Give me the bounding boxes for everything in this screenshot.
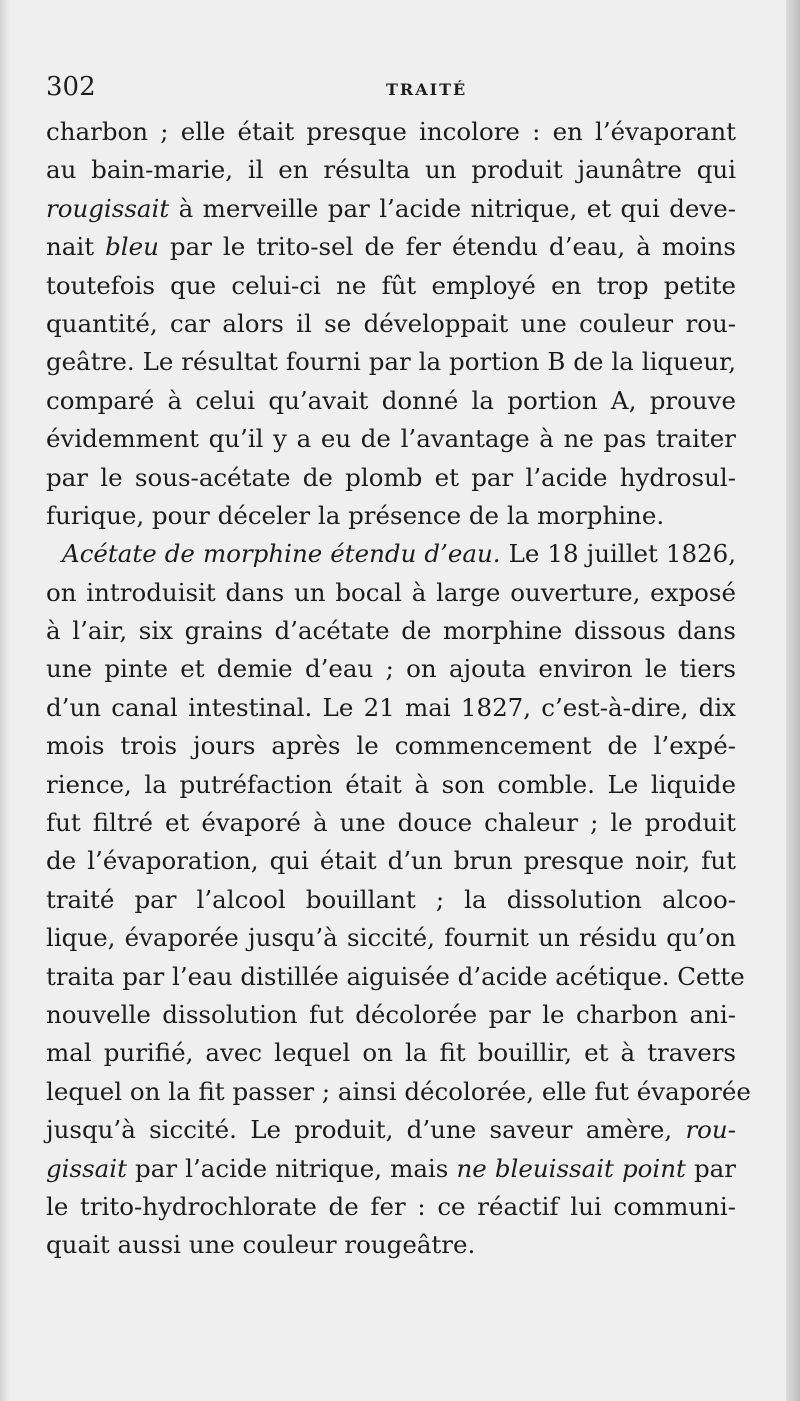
text-line: lique, évaporée jusqu’à siccité, fournit un résidu qu’on (46, 923, 736, 953)
italic-term: rou- (685, 1115, 736, 1145)
text-line: quait aussi une couleur rougeâtre. (46, 1230, 476, 1260)
page-left-edge (0, 0, 10, 1401)
running-head (46, 72, 736, 108)
text-line: rougissait à merveille par l’acide nitrique, et qui deve- (46, 193, 736, 223)
page-number: 302 (46, 72, 96, 102)
text-line: d’un canal intestinal. Le 21 mai 1827, c’est-à-dire, dix (46, 692, 736, 722)
text-line: fut filtré et évaporé à une douce chaleur ; le produit (46, 808, 736, 838)
text-line: nait bleu par le trito-sel de fer étendu d’eau, à moins (46, 232, 736, 262)
italic-term: gissait (46, 1153, 127, 1183)
text-line: traita par l’eau distillée aiguisée d’acide acétique. Cette (46, 961, 745, 991)
text-line: quantité, car alors il se développait une couleur rou- (46, 308, 736, 338)
text-line: comparé à celui qu’avait donné la portion A, prouve (46, 385, 736, 415)
text-line: on introduisit dans un bocal à large ouverture, exposé (46, 577, 736, 607)
text-line: le trito-hydrochlorate de fer : ce réactif lui communi- (46, 1191, 736, 1221)
page-right-edge (786, 0, 800, 1401)
text-line: à l’air, six grains d’acétate de morphine dissous dans (46, 616, 736, 646)
section-heading-italic: Acétate de morphine étendu d’eau. (62, 539, 501, 569)
text-line: mal purifié, avec lequel on la fit bouillir, et à travers (46, 1038, 736, 1068)
text-line: toutefois que celui-ci ne fût employé en trop petite (46, 270, 736, 300)
italic-term: rougissait (46, 193, 170, 223)
italic-term: ne bleuissait point (456, 1153, 686, 1183)
text-line: traité par l’alcool bouillant ; la dissolution alcoo- (46, 884, 736, 914)
text-line: de l’évaporation, qui était d’un brun presque noir, fut (46, 846, 736, 876)
text-line: gissait par l’acide nitrique, mais ne bleuissait point par (46, 1153, 736, 1183)
text-line: une pinte et demie d’eau ; on ajouta environ le tiers (46, 654, 736, 684)
text-line: lequel on la fit passer ; ainsi décolorée, elle fut évaporée (46, 1076, 751, 1106)
running-title: TRAITÉ (386, 80, 468, 99)
text-line: évidemment qu’il y a eu de l’avantage à ne pas traiter (46, 424, 736, 454)
body-text (46, 113, 751, 1265)
text-line: nouvelle dissolution fut décolorée par le charbon ani- (46, 999, 736, 1029)
text-line: Acétate de morphine étendu d’eau. Le 18 juillet 1826, (62, 539, 736, 569)
text-line: au bain-marie, il en résulta un produit jaunâtre qui (46, 155, 736, 185)
text-line: charbon ; elle était presque incolore : en l’évaporant (46, 117, 736, 146)
text-line: geâtre. Le résultat fourni par la portion B de la liqueur, (46, 347, 736, 377)
text-line: par le sous-acétate de plomb et par l’acide hydrosul- (46, 462, 736, 492)
text-line: furique, pour déceler la présence de la morphine. (46, 500, 665, 530)
text-line: rience, la putréfaction était à son comble. Le liquide (46, 769, 736, 799)
text-line: mois trois jours après le commencement de l’expé- (46, 731, 736, 761)
italic-term: bleu (105, 232, 159, 262)
text-line: jusqu’à siccité. Le produit, d’une saveur amère, rou- (46, 1115, 736, 1145)
